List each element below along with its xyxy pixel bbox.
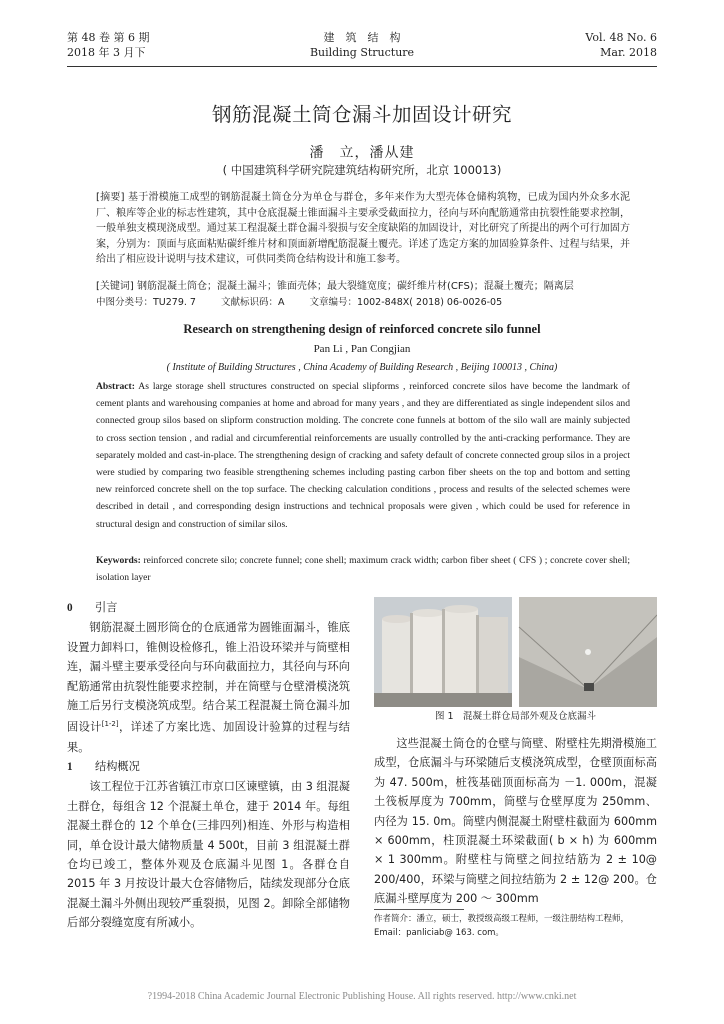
header-volume-cn: 第 48 卷 第 6 期	[67, 31, 150, 44]
header-divider	[67, 66, 657, 67]
paper-title-en: Research on strengthening design of reinforced concrete silo funnel	[183, 322, 541, 336]
figure-1-svg	[374, 597, 657, 707]
silo-shape	[412, 609, 444, 617]
keywords-en-text: reinforced concrete silo; concrete funnel; cone shell; maximum crack width; carbon fiber sheet ( CFS ) ; concrete cover shell; isolation layer	[96, 555, 630, 584]
abstract-en-text: As large storage shell structures constructed on special slipforms , reinforced concrete silos have become the landmark of cement plants and warehousing companies at home and abroad for many years , and they are differentiated as single independent silos and connected group silos based on slipform construction molding. The concrete cone funnels at bottom of the silo wall are mainly subjected to cross section tension , and radial and circumferential reinforcements are usually controlled by the anti-cracking performance. They are separately molded and cast-in-place. The strengthening design of cracking and safety default of concrete connected group silos in a project were studied by comparing two feasible strengthening schemes including pasting carbon fiber sheets on the top and bottom and setting new reinforced concrete shell on the top surface. The checking calculation conditions , process and results of the selected schemes were described in detail , and corresponding design instructions and technical proposals were given , which could be used for reference in structural design and construction of similar silos.	[96, 381, 631, 530]
footnote-divider	[374, 909, 464, 910]
paper-title-cn: 钢筋混凝土筒仓漏斗加固设计研究	[211, 103, 512, 126]
keywords-cn	[96, 279, 630, 295]
header-volume-en-block	[585, 30, 657, 60]
keywords-en-label: Keywords:	[96, 555, 141, 566]
silo-shape	[444, 605, 478, 613]
article-number: 文章编号：1002-848X( 2018) 06-0026-05	[309, 297, 503, 308]
citation-ref: [1-2]	[101, 720, 119, 729]
section-0-heading	[67, 598, 350, 618]
header-date-cn: 2018 年 3 月下	[67, 46, 146, 59]
keywords-cn-label: [关键词]	[96, 281, 134, 292]
abstract-en-label: Abstract:	[96, 381, 135, 392]
header-date-en: Mar. 2018	[600, 46, 657, 59]
document-code: 文献标识码：A	[221, 297, 285, 308]
abstract-en	[96, 378, 630, 533]
silo-shape	[382, 615, 412, 623]
author-footnote: 作者简介：潘立，硕士，教授级高级工程师，一级注册结构工程师，Email：panliciab@ 163. com。	[374, 914, 630, 938]
silo-funnel-photo	[519, 597, 657, 707]
body-left-column	[67, 598, 350, 933]
header-volume-en: Vol. 48 No. 6	[585, 31, 657, 44]
affiliation-cn: ( 中国建筑科学研究院建筑结构研究所，北京 100013)	[222, 163, 502, 177]
silo-exterior-photo	[374, 597, 512, 707]
section-1-heading	[67, 757, 350, 777]
affiliation-en: ( Institute of Building Structures , China Academy of Building Research , Beijing 100013 , China)	[166, 362, 558, 373]
abstract-cn	[96, 190, 630, 268]
funnel-outlet	[584, 683, 594, 691]
photo-ground	[374, 693, 512, 707]
classification-line	[96, 295, 630, 310]
header-journal-en: Building Structure	[309, 46, 415, 59]
abstract-cn-label: [摘要]	[96, 192, 125, 203]
right-column-paragraph: 这些混凝土筒仓的仓壁与筒壁、附壁柱先期滑模施工成型，仓底漏斗与环梁随后支模浇筑成型，仓壁顶面标高为 47. 500m，桩筏基础顶面标高为 －1. 000m，混凝土筏板厚度为 700mm，筒壁与仓壁厚度为 250mm、内径为 15. 0m。筒壁内侧混凝土附壁柱截面为 600mm × 600mm，柱顶混凝土环梁截面( b × h) 为 600mm × 1 300mm。附壁柱与筒壁之间拉结筋为 2 ± 10@ 200/400，环梁与筒壁之间拉结筋为 2 ± 12@ 200。仓底漏斗壁厚度为 200 ～ 300mm	[374, 737, 657, 906]
section-1-title: 结构概况	[95, 759, 140, 773]
abstract-cn-text: 基于滑模施工成型的钢筋混凝土筒仓分为单仓与群仓，多年来作为大型壳体仓储构筑物，已成为国内外众多水泥厂、粮库等企业的标志性建筑，其中仓底混凝土锥面漏斗主要承受截面拉力，径向与环向配筋通常由抗裂性能要求控制，一般单独支模现浇成型。通过某工程混凝土群仓漏斗裂损与安全度缺陷的加固设计，对比研究了所提出的两个可行加固方案，分别为：顶面与底面粘贴碳纤维片材和顶面新增配筋混凝土覆壳。详述了选定方案的加固验算条件、过程与结果，并给出了相应设计说明与技术建议，可供同类筒仓结构设计和施工参考。	[96, 192, 630, 265]
authors-en: Pan Li , Pan Congjian	[313, 343, 411, 355]
keywords-en	[96, 552, 630, 586]
clc-number: 中图分类号：TU279. 7	[96, 297, 196, 308]
funnel-light	[585, 649, 591, 655]
copyright-line: ?1994-2018 China Academic Journal Electronic Publishing House. All rights reserved. http://www.cnki.net	[147, 991, 577, 1002]
silo-shade	[410, 613, 413, 707]
section-0-title: 引言	[95, 601, 118, 614]
section-0-paragraph: 钢筋混凝土圆形筒仓的仓底通常为圆锥面漏斗，锥底设置力卸料口，锥侧设检修孔，锥上沿设环梁并与筒壁相连，漏斗壁主要承受径向与环向截面拉力，其径向与环向配筋通常由抗裂性能要求控制，并在筒壁与仓壁滑模浇筑施工后另行支模浇筑成型。结合某工程混凝土筒仓漏斗加固设计[1-2]，详述了方案比选、加固设计验算的过程与结果。	[67, 621, 350, 754]
authors-cn: 潘 立，潘从建	[309, 145, 415, 161]
figure-1-caption: 图 1 混凝土群仓局部外观及仓底漏斗	[434, 711, 597, 722]
silo-shade	[442, 609, 445, 707]
silo-shape	[444, 609, 478, 707]
section-1-number: 1	[67, 760, 73, 773]
section-1-paragraph: 该工程位于江苏省镇江市京口区谏壁镇，由 3 组混凝土群仓，每组含 12 个混凝土单仓，建于 2014 年。每组混凝土群仓的 12 个单仓(三排四列)相连、外形与构造相同，单仓设计最大储物质量 4 500t，目前 3 组混凝土群仓均已竣工，整体外观及仓底漏斗见图 1。各群仓自 2015 年 3 月按设计最大仓容储物后，陆续发现部分仓底混凝土漏斗外侧出现较严重裂损，见图 2。卸除全部储物后部分裂缝宽度有所减小。	[67, 780, 350, 930]
section-0-number: 0	[67, 602, 73, 614]
header-journal-cn: 建 筑 结 构	[323, 31, 401, 44]
silo-shape	[412, 613, 444, 707]
body-right-column	[374, 734, 657, 909]
figure-1-photos	[374, 597, 657, 707]
keywords-cn-text: 钢筋混凝土筒仓；混凝土漏斗；锥面壳体；最大裂缝宽度；碳纤维片材(CFS)；混凝土覆壳；隔离层	[137, 281, 574, 292]
